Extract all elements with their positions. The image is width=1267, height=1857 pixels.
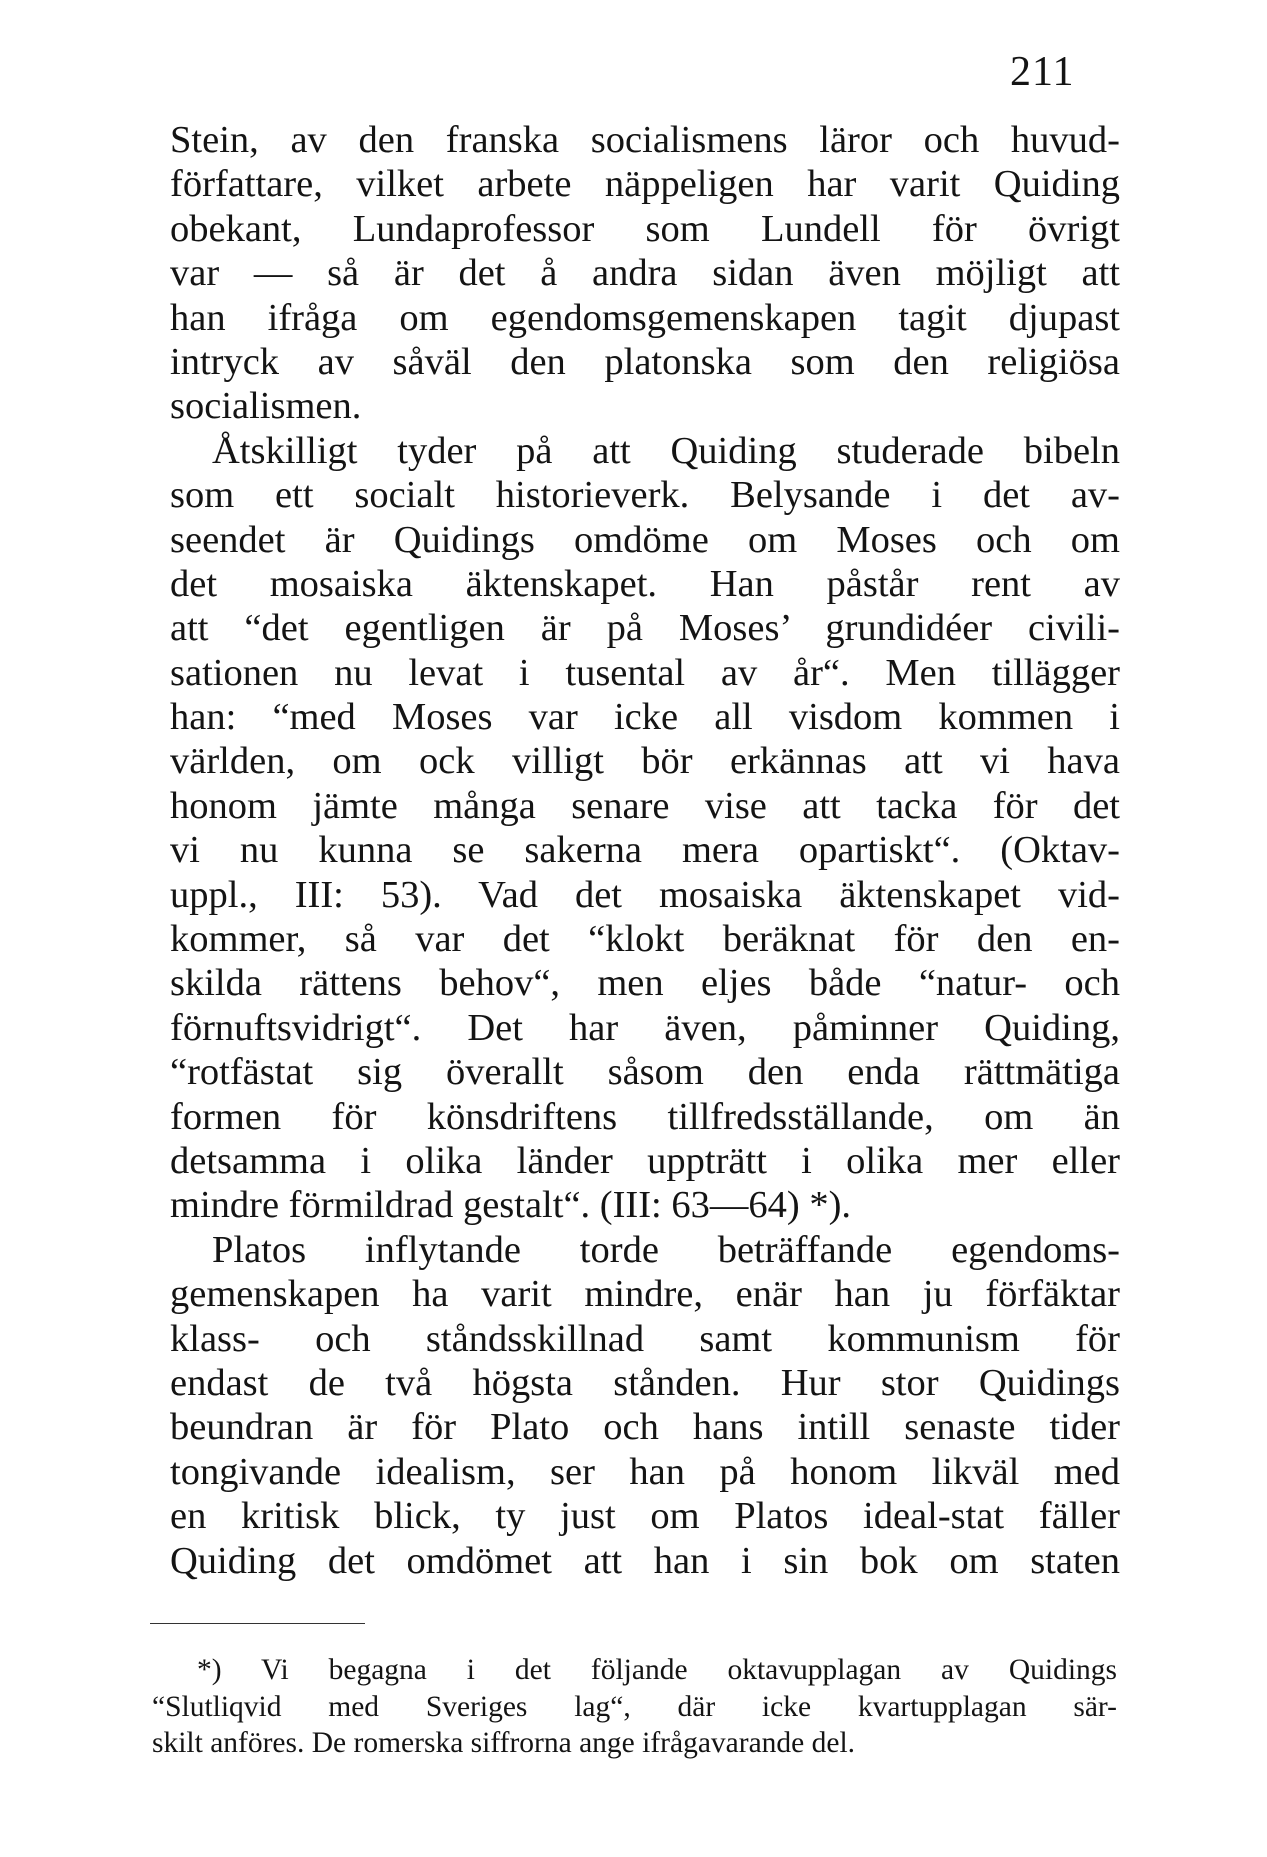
- paragraph: [170, 118, 1120, 429]
- text-line: honom jämte många senare vise att tacka för det: [170, 784, 1120, 827]
- text-line: intryck av såväl den platonska som den religiösa: [170, 340, 1120, 383]
- text-line: var — så är det å andra sidan även möjligt att: [170, 252, 1120, 295]
- text-line: det mosaiska äktenskapet. Han påstår rent av: [170, 562, 1120, 605]
- text-line: han ifråga om egendomsgemenskapen tagit djupast: [170, 296, 1120, 339]
- paragraph: [170, 429, 1120, 1228]
- text-line: seendet är Quidings omdöme om Moses och om: [170, 518, 1120, 561]
- text-line: han: “med Moses var icke all visdom kommen i: [170, 696, 1120, 739]
- text-line: som ett socialt historieverk. Belysande i det av-: [170, 474, 1120, 517]
- text-line: författare, vilket arbete näppeligen har varit Quiding: [170, 163, 1120, 206]
- text-line: Quiding det omdömet att han i sin bok om staten: [170, 1539, 1120, 1582]
- body-text: [170, 118, 1120, 1583]
- text-line: kommer, så var det “klokt beräknat för den en-: [170, 918, 1120, 961]
- text-line: gemenskapen ha varit mindre, enär han ju förfäktar: [170, 1273, 1120, 1316]
- text-line: socialismen.: [170, 385, 362, 428]
- text-line: obekant, Lundaprofessor som Lundell för övrigt: [170, 207, 1120, 250]
- text-line: Stein, av den franska socialismens läror och huvud-: [170, 119, 1120, 161]
- footnote: [152, 1652, 1117, 1762]
- text-line: klass- och ståndsskillnad samt kommunism för: [170, 1317, 1120, 1360]
- text-line: beundran är för Plato och hans intill senaste tider: [170, 1406, 1120, 1449]
- text-line: skilda rättens behov“, men eljes både “natur- och: [170, 962, 1120, 1005]
- paragraph: [170, 1228, 1120, 1583]
- text-line: vi nu kunna se sakerna mera opartiskt“. (Oktav-: [170, 829, 1120, 872]
- footnote-separator: [150, 1623, 365, 1624]
- text-line: sationen nu levat i tusental av år“. Men tillägger: [170, 651, 1120, 694]
- text-line: formen för könsdriftens tillfredsställande, om än: [170, 1095, 1120, 1138]
- footnote-line: “Slutliqvid med Sveriges lag“, där icke kvartupplagan sär-: [152, 1690, 1117, 1723]
- text-line: Platos inflytande torde beträffande egendoms-: [212, 1228, 1120, 1271]
- text-line: världen, om ock villigt bör erkännas att vi hava: [170, 740, 1120, 783]
- text-line: att “det egentligen är på Moses’ grundidéer civili-: [170, 607, 1120, 650]
- text-line: tongivande idealism, ser han på honom likväl med: [170, 1450, 1120, 1493]
- text-line: “rotfästat sig överallt såsom den enda rättmätiga: [170, 1051, 1120, 1094]
- footnote-line: *) Vi begagna i det följande oktavupplagan av Quidings: [197, 1654, 1117, 1686]
- text-line: Åtskilligt tyder på att Quiding studerade bibeln: [212, 429, 1120, 472]
- text-line: detsamma i olika länder uppträtt i olika mer eller: [170, 1139, 1120, 1182]
- text-line: endast de två högsta stånden. Hur stor Quidings: [170, 1361, 1120, 1404]
- footnote-line: skilt anföres. De romerska siffrorna ange ifrågavarande del.: [152, 1727, 856, 1759]
- page-number: 211: [1010, 49, 1075, 95]
- text-line: förnuftsvidrigt“. Det har även, påminner Quiding,: [170, 1006, 1120, 1049]
- text-line: en kritisk blick, ty just om Platos ideal-stat fäller: [170, 1495, 1120, 1538]
- text-line: mindre förmildrad gestalt“. (III: 63—64) *).: [170, 1184, 852, 1227]
- text-line: uppl., III: 53). Vad det mosaiska äktenskapet vid-: [170, 873, 1120, 916]
